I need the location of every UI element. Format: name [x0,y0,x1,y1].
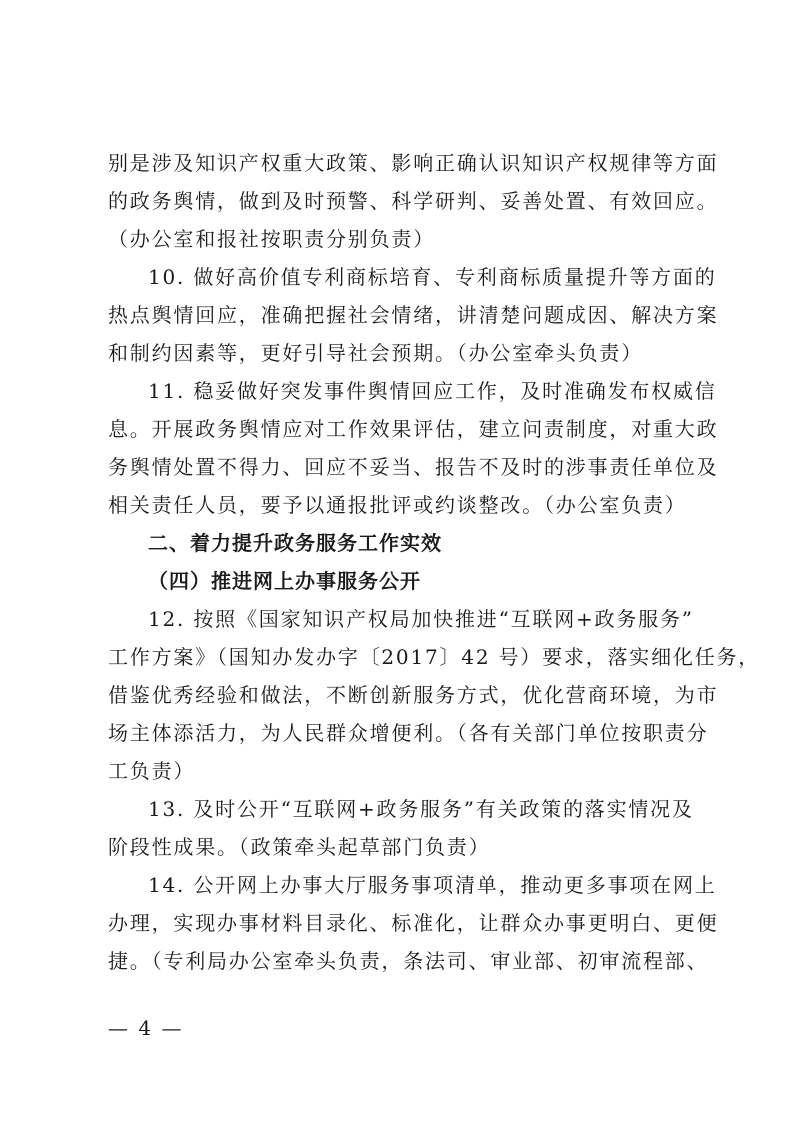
body-line: 借鉴优秀经验和做法，不断创新服务方式，优化营商环境，为市 [108,683,719,707]
item-12-line: 12. 按照《国家知识产权局加快推进“互联网+政务服务” [148,607,694,631]
item-13-line: 13. 及时公开“互联网+政务服务”有关政策的落实情况及 [148,797,694,821]
body-line: 阶段性成果。（政策牵头起草部门负责） [108,835,491,859]
body-line: （办公室和报社按职责分别负责） [108,227,435,251]
body-line: 场主体添活力，为人民群众增便利。（各有关部门单位按职责分 [108,721,709,745]
item-14-line: 14. 公开网上办事大厅服务事项清单，推动更多事项在网上 [148,873,717,897]
body-line: 工负责） [108,759,196,783]
body-line: 热点舆情回应，准确把握社会情绪，讲清楚问题成因、解决方案 [108,303,719,327]
item-11-line: 11. 稳妥做好突发事件舆情回应工作，及时准确发布权威信 [148,379,717,403]
body-line: 的政务舆情，做到及时预警、科学研判、妥善处置、有效回应。 [108,189,719,213]
body-line: 相关责任人员，要予以通报批评或约谈整改。（办公室负责） [108,493,687,517]
body-line: 息。开展政务舆情应对工作效果评估，建立问责制度，对重大政 [108,417,719,441]
subsection-heading: （四）推进网上办事服务公开 [148,569,421,593]
body-line: 和制约因素等，更好引导社会预期。（办公室牵头负责） [108,341,643,365]
item-10-line: 10. 做好高价值专利商标培育、专利商标质量提升等方面的 [148,265,717,289]
section-heading: 二、着力提升政务服务工作实效 [148,531,442,555]
body-line: 工作方案》（国知办发办字〔2017〕42 号）要求，落实细化任务， [108,645,761,669]
body-line: 务舆情处置不得力、回应不妥当、报告不及时的涉事责任单位及 [108,455,719,479]
body-line: 办理，实现办事材料目录化、标准化，让群众办事更明白、更便 [108,911,719,935]
page-number: — 4 — [108,1016,184,1040]
body-line: 捷。（专利局办公室牵头负责，条法司、审业部、初审流程部、 [108,949,709,973]
body-line: 别是涉及知识产权重大政策、影响正确认识知识产权规律等方面 [108,151,719,175]
